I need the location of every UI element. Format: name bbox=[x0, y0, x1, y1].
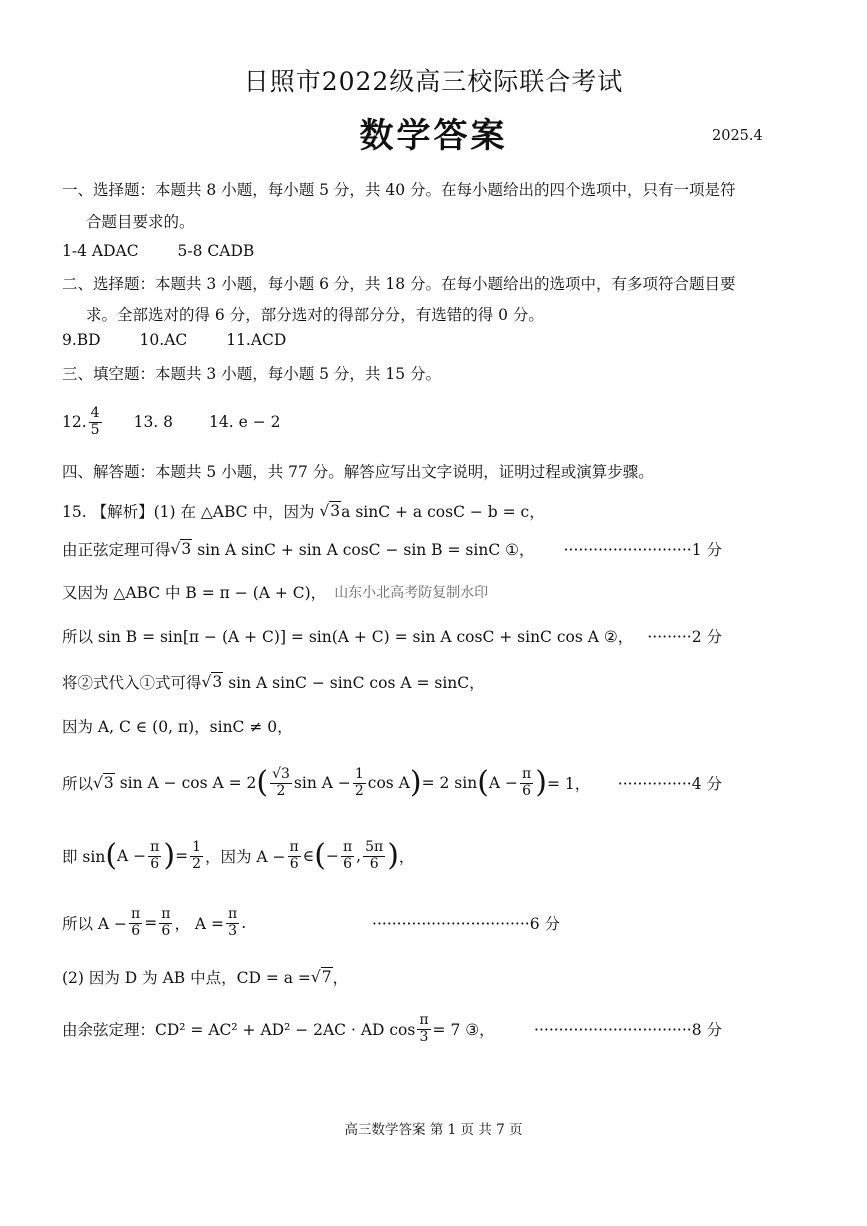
section2-heading: 二、选择题：本题共 3 小题，每小题 6 分，共 18 分。在每小题给出的选项中，有多项符合题目要 bbox=[62, 275, 736, 293]
section4-heading: 四、解答题：本题共 5 小题，共 77 分。解答应写出文字说明，证明过程或演算步骤。 bbox=[62, 463, 654, 481]
q14-answer: 14. e − 2 bbox=[209, 413, 281, 431]
q15-line5: 将②式代入①式可得 √3 sin A sinC − sinC cos A = sinC， bbox=[62, 673, 485, 692]
page-subtitle: 数学答案 bbox=[359, 116, 508, 156]
score-marker: ································6 分 bbox=[372, 915, 560, 933]
q15-line2: 由正弦定理可得 √3 sin A sinC + sin A cosC − sin B = sinC ①， ··························1 分 bbox=[62, 540, 722, 559]
exam-date: 2025.4 bbox=[712, 128, 763, 144]
answer-group: 11.ACD bbox=[226, 331, 287, 349]
score-marker: ································8 分 bbox=[534, 1021, 722, 1039]
score-marker: ·········2 分 bbox=[647, 628, 722, 646]
section1-answers bbox=[62, 242, 288, 260]
section3-heading: 三、填空题：本题共 3 小题，每小题 5 分，共 15 分。 bbox=[62, 365, 442, 383]
q15-line4: 所以 sin B = sin[π − (A + C)] = sin(A + C) = sin A cosC + sinC cos A ②， ·········2 分 bbox=[62, 611, 722, 661]
q15-line6: 因为 A, C ∈ (0, π)，sinC ≠ 0， bbox=[62, 718, 293, 736]
page-title: 日照市2022级高三校际联合考试 bbox=[243, 67, 624, 96]
q12-fraction: $\frac{4}{5}$ bbox=[90, 405, 100, 438]
answer-group: 9.BD bbox=[62, 331, 101, 349]
q15-line9: 所以 A − $\frac{\pi}{6}$ = $\frac{\pi}{6}$ ， A = $\frac{\pi}{3}$ . ································6 分 bbox=[62, 906, 560, 939]
q15-line11: 由余弦定理：CD² = AC² + AD² − 2AC · AD cos $\frac{\pi}{3}$ = 7 ③， ································8 分 bbox=[62, 1012, 722, 1045]
q13-answer: 13. 8 bbox=[133, 413, 174, 431]
q12-label: 12. bbox=[62, 413, 87, 431]
answer-group: 1-4 ADAC bbox=[62, 242, 139, 260]
q15-line10: (2) 因为 D 为 AB 中点，CD = a = √7 ， bbox=[62, 968, 349, 987]
watermark-text: 山东小北高考防复制水印 bbox=[334, 585, 489, 601]
section1-heading: 一、选择题：本题共 8 小题，每小题 5 分，共 40 分。在每小题给出的四个选项中，只有一项是符 bbox=[62, 181, 736, 199]
q15-line1: 15. 【解析】(1) 在 △ABC 中，因为 √3 a sinC + a cosC − b = c， bbox=[62, 502, 545, 521]
score-marker: ···············4 分 bbox=[617, 775, 722, 793]
section3-answers bbox=[62, 397, 280, 447]
answer-group: 5-8 CADB bbox=[177, 242, 255, 260]
q15-line7: 所以 √3 sin A − cos A = 2 ( $\frac{√3}{2}$ sin A − $\frac{1}{2}$ cos A ) = 2 sin ( A − $\frac{\pi}{6}$ ) = 1， ···············4 分 bbox=[62, 765, 722, 800]
page-footer: 高三数学答案 第 1 页 共 7 页 bbox=[344, 1122, 523, 1138]
sqrt: √3 bbox=[319, 502, 341, 520]
answer-group: 10.AC bbox=[139, 331, 188, 349]
section2-answers bbox=[62, 331, 320, 349]
q15-line3: 又因为 △ABC 中 B = π − (A + C)， 山东小北高考防复制水印 bbox=[62, 584, 489, 602]
score-marker: ··························1 分 bbox=[563, 541, 722, 559]
section1-heading-cont: 合题目要求的。 bbox=[86, 213, 195, 231]
q15-line8: 即 sin ( A − $\frac{\pi}{6}$ ) = $\frac{1}{2}$ ，因为 A − $\frac{\pi}{6}$ ∈ ( − $\frac{\pi}{6}$ , $\frac{5\pi}{6}$ ) ， bbox=[62, 838, 415, 873]
section2-heading-cont: 求。全部选对的得 6 分，部分选对的得部分分，有选错的得 0 分。 bbox=[86, 306, 544, 324]
